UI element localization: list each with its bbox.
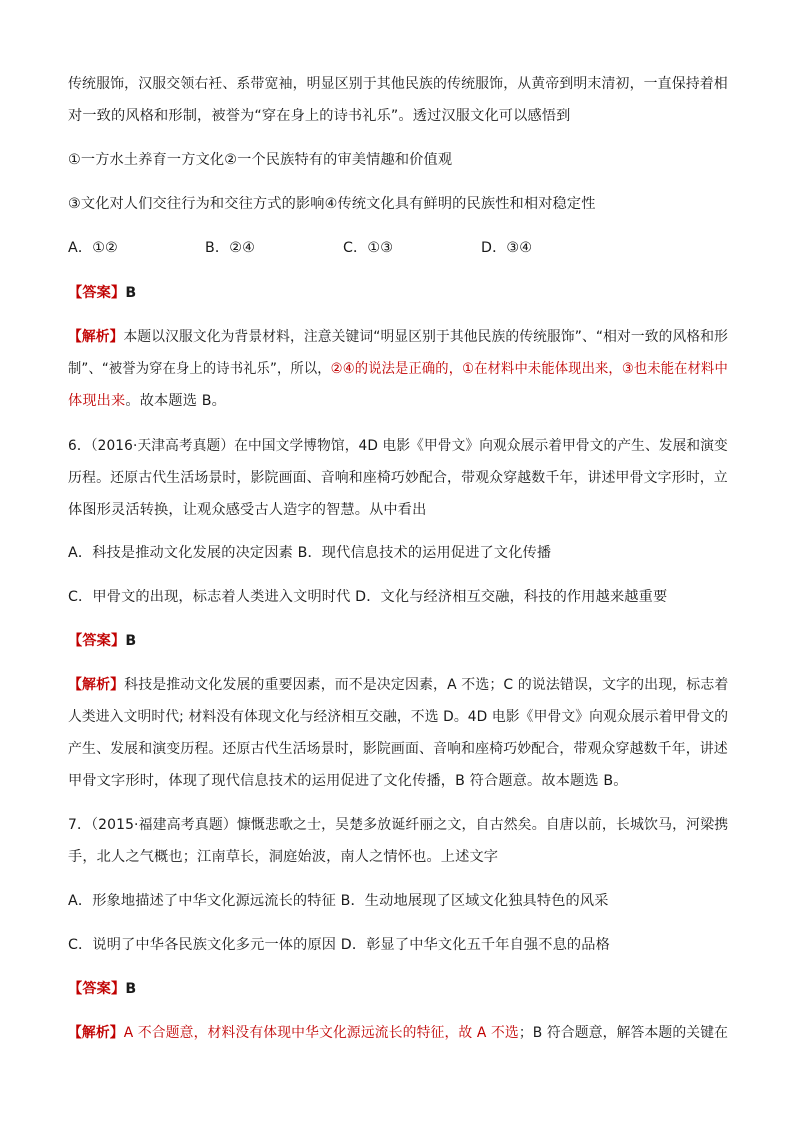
q6-answer — [68, 631, 136, 651]
q7-analysis-line-1 — [68, 1023, 728, 1043]
q5-analysis-line-1 — [68, 327, 728, 347]
q5-analysis-text-3a: 体现出来 — [68, 393, 126, 409]
q5-analysis-text-2a: 制”、“被誉为穿在身上的诗书礼乐”，所以， — [68, 361, 331, 377]
q6-stem-line-2: 历程。还原古代生活场景时，影院画面、音响和座椅巧妙配合，带观众穿越数千年，讲述甲骨文字形时，立 — [68, 470, 728, 486]
q5-analysis-tag: 【解析】 — [68, 329, 124, 345]
q7-analysis-text-1a: A 不合题意，材料没有体现中华文化源远流长的特征，故 A 不选 — [123, 1025, 519, 1041]
q5-statement-line-1: ①一方水土养育一方文化②一个民族特有的审美情趣和价值观 — [68, 152, 453, 168]
q5-analysis-line-2 — [68, 359, 728, 379]
q7-stem-line-1: 7．（2015·福建高考真题）慷慨悲歌之士，吴楚多放诞纤丽之文，自古然矣。自唐以前，长城饮马，河梁携 — [68, 817, 729, 833]
q5-option-b: B．②④ — [205, 240, 255, 256]
q7-analysis-tag: 【解析】 — [68, 1025, 124, 1041]
q5-answer-tag: 【答案】 — [68, 285, 126, 301]
q5-options-row — [68, 238, 728, 258]
q7-options-line-1: A．形象地描述了中华文化源远流长的特征 B．生动地展现了区域文化独具特色的风采 — [68, 893, 609, 909]
q6-stem-line-1: 6．（2016·天津高考真题）在中国文学博物馆，4D 电影《甲骨文》向观众展示着甲骨文的产生、发展和演变 — [68, 438, 728, 454]
q6-answer-value: B — [125, 633, 137, 649]
q6-analysis-line-3: 产生、发展和演变历程。还原古代生活场景时，影院画面、音响和座椅巧妙配合，带观众穿越数千年，讲述 — [68, 741, 728, 757]
q6-stem-line-3: 体图形灵活转换，让观众感受古人造字的智慧。从中看出 — [68, 502, 427, 518]
q7-answer-tag: 【答案】 — [68, 981, 126, 997]
q7-analysis-text-1b: ；B 符合题意，解答本题的关键在 — [518, 1025, 729, 1041]
q5-option-d: D．③④ — [481, 240, 533, 256]
q5-option-c: C．①③ — [343, 240, 394, 256]
q5-answer-value: B — [125, 285, 137, 301]
q5-stem-line-1: 传统服饰，汉服交领右衽、系带宽袖，明显区别于其他民族的传统服饰，从黄帝到明末清初，一直保持着相 — [68, 76, 728, 92]
q7-options-line-2: C．说明了中华各民族文化多元一体的原因 D．彰显了中华文化五千年自强不息的品格 — [68, 937, 610, 953]
q5-analysis-text-3b: 。故本题选 B。 — [125, 393, 226, 409]
q5-analysis-text-2b: ②④的说法是正确的，①在材料中未能体现出来，③也未能在材料中 — [330, 361, 728, 377]
q6-analysis-tag: 【解析】 — [68, 677, 125, 693]
q6-analysis-line-1 — [68, 675, 728, 695]
q5-analysis-line-3 — [68, 391, 226, 411]
q6-analysis-line-4: 甲骨文字形时，体现了现代信息技术的运用促进了文化传播，B 符合题意。故本题选 B。 — [68, 773, 628, 789]
q7-answer — [68, 979, 136, 999]
q5-stem-line-2: 对一致的风格和形制，被誉为“穿在身上的诗书礼乐”。透过汉服文化可以感悟到 — [68, 108, 571, 124]
q6-analysis-text-1: 科技是推动文化发展的重要因素，而不是决定因素，A 不选；C 的说法错误，文字的出现，标志着 — [124, 677, 729, 693]
q5-option-a: A．①② — [68, 240, 118, 256]
q7-stem-line-2: 手，北人之气概也；江南草长，洞庭始波，南人之情怀也。上述文字 — [68, 849, 499, 865]
q6-options-line-1: A．科技是推动文化发展的决定因素 B．现代信息技术的运用促进了文化传播 — [68, 545, 552, 561]
q5-statement-line-2: ③文化对人们交往行为和交往方式的影响④传统文化具有鲜明的民族性和相对稳定性 — [68, 196, 596, 212]
q6-analysis-line-2: 人类进入文明时代; 材料没有体现文化与经济相互交融，不选 D。4D 电影《甲骨文》向观众展示着甲骨文的 — [68, 709, 729, 725]
q6-answer-tag: 【答案】 — [68, 633, 126, 649]
q6-options-line-2: C．甲骨文的出现，标志着人类进入文明时代 D．文化与经济相互交融，科技的作用越来越重要 — [68, 589, 668, 605]
q5-analysis-text-1: 本题以汉服文化为背景材料，注意关键词“明显区别于其他民族的传统服饰”、“相对一致的风格和形 — [123, 329, 729, 345]
q5-answer — [68, 283, 136, 303]
q7-answer-value: B — [125, 981, 137, 997]
